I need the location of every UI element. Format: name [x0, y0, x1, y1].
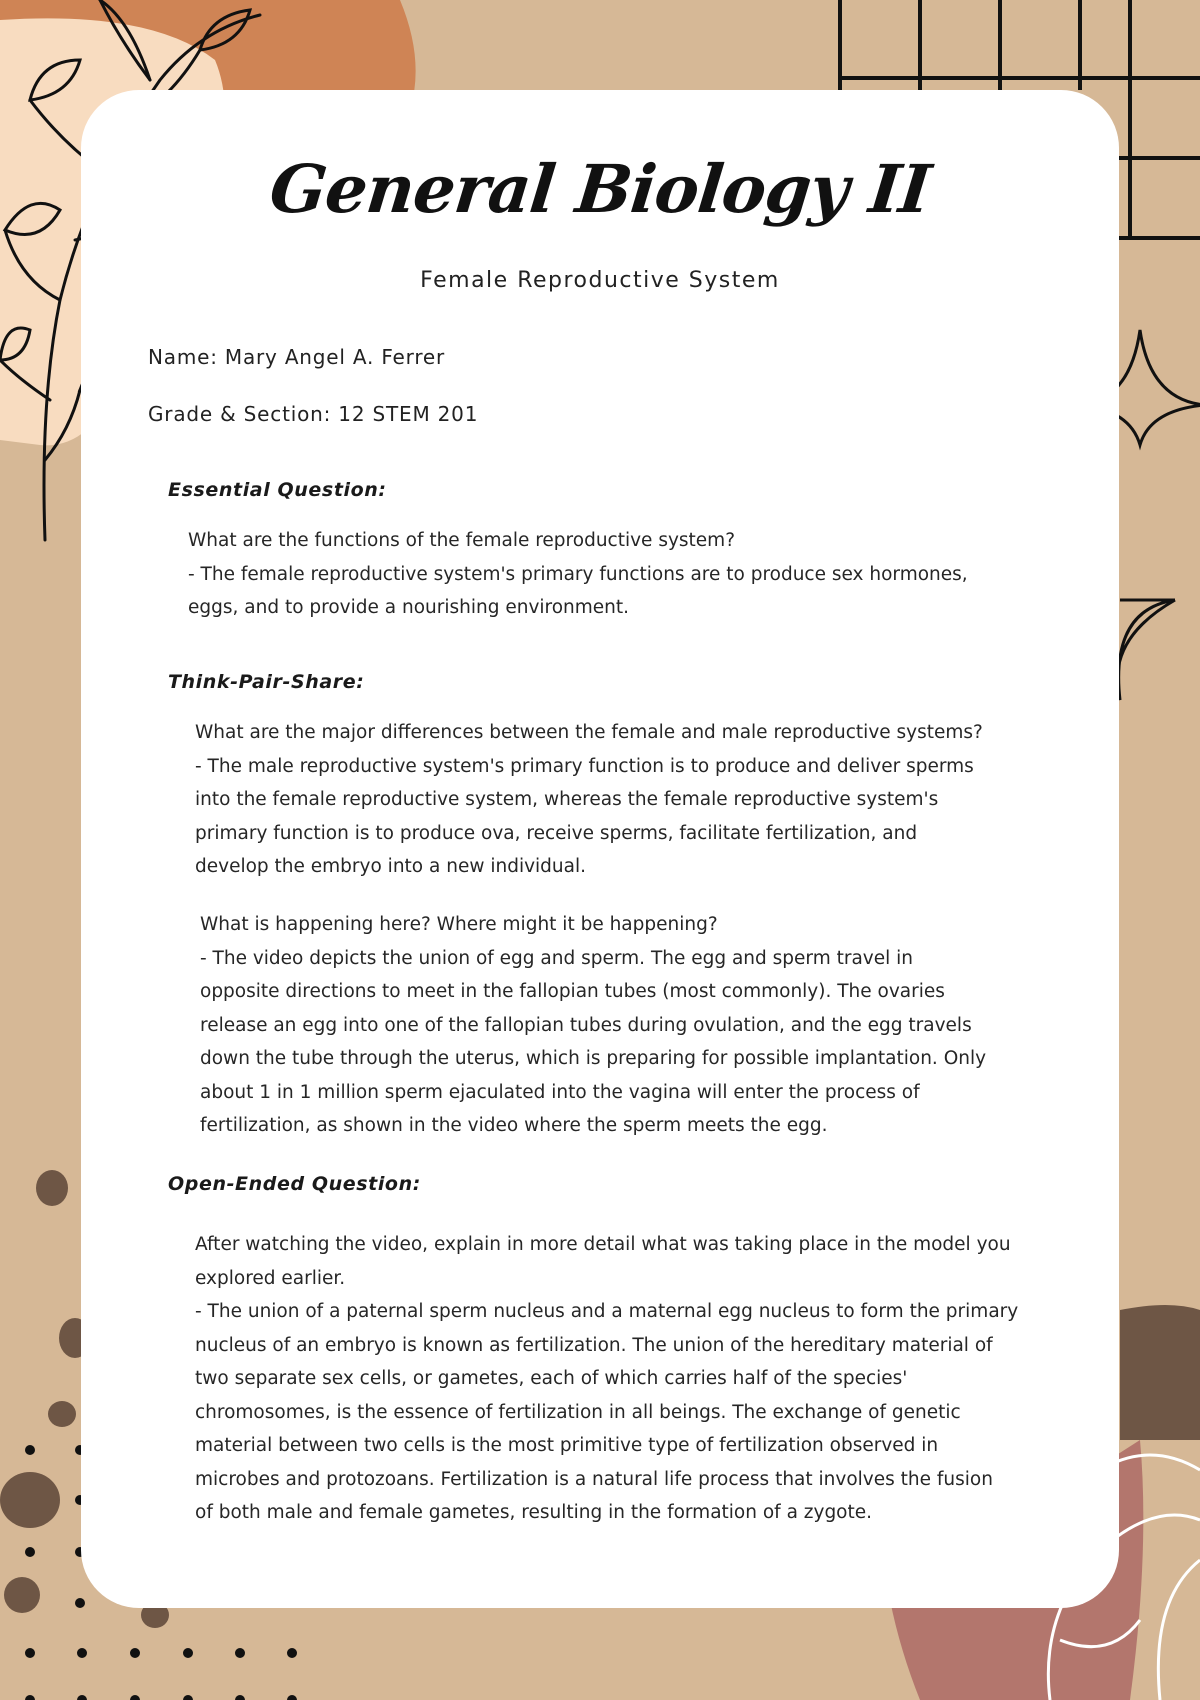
- open-ended-answer-line: of both male and female gametes, resulting in the formation of a zygote.: [195, 1502, 873, 1523]
- tps-answer-2-line: about 1 in 1 million sperm ejaculated into the vagina will enter the process of: [200, 1081, 920, 1103]
- grade-section: Grade & Section: 12 STEM 201: [148, 402, 479, 426]
- open-ended-question-line: After watching the video, explain in more detail what was taking place in the model you: [195, 1234, 1011, 1255]
- tps-answer-1-line: primary function is to produce ova, receive sperms, facilitate fertilization, and: [195, 822, 918, 844]
- student-name: Name: Mary Angel A. Ferrer: [148, 345, 446, 369]
- dark-brown-blob: [1120, 1305, 1200, 1440]
- think-pair-share-q2-block: [200, 908, 986, 1143]
- open-ended-answer-line: chromosomes, is the essence of fertilization in all beings. The exchange of genetic: [195, 1401, 961, 1423]
- tps-question-2: What is happening here? Where might it be happening?: [200, 914, 718, 935]
- think-pair-share-heading: Think-Pair-Share:: [168, 671, 365, 693]
- open-ended-answer-line: - The union of a paternal sperm nucleus and a maternal egg nucleus to form the primary: [195, 1301, 1019, 1322]
- essential-question-block: [188, 524, 968, 625]
- open-ended-question-line: explored earlier.: [195, 1267, 346, 1289]
- open-ended-heading: Open-Ended Question:: [168, 1173, 421, 1195]
- open-ended-answer-line: two separate sex cells, or gametes, each of which carries half of the species': [195, 1368, 908, 1389]
- tps-answer-1-line: - The male reproductive system's primary function is to produce and deliver sperms: [195, 755, 974, 777]
- open-ended-block: [195, 1228, 1018, 1530]
- tps-answer-2-line: down the tube through the uterus, which is preparing for possible implantation. Only: [200, 1048, 987, 1069]
- essential-answer-line: eggs, and to provide a nourishing environment.: [188, 597, 630, 618]
- tps-answer-2-line: release an egg into one of the fallopian tubes during ovulation, and the egg travels: [200, 1014, 972, 1036]
- page-subtitle: Female Reproductive System: [420, 268, 780, 293]
- essential-answer-line: - The female reproductive system's primary functions are to produce sex hormones,: [188, 563, 968, 585]
- open-ended-answer-line: material between two cells is the most primitive type of fertilization observed in: [195, 1435, 939, 1456]
- crescent-moon: [1117, 600, 1175, 700]
- essential-question-text: What are the functions of the female reproductive system?: [188, 530, 736, 551]
- page-title: General Biology II: [266, 150, 934, 228]
- tps-answer-1-line: into the female reproductive system, whereas the female reproductive system's: [195, 789, 939, 810]
- tps-question-1: What are the major differences between the female and male reproductive systems?: [195, 722, 983, 743]
- think-pair-share-q1-block: [195, 716, 983, 884]
- essential-question-heading: Essential Question:: [168, 479, 387, 501]
- tps-answer-2-line: fertilization, as shown in the video where the sperm meets the egg.: [200, 1115, 828, 1136]
- open-ended-answer-line: nucleus of an embryo is known as fertilization. The union of the hereditary material of: [195, 1334, 993, 1356]
- tps-answer-1-line: develop the embryo into a new individual.: [195, 856, 586, 877]
- open-ended-answer-line: microbes and protozoans. Fertilization is a natural life process that involves the fusion: [195, 1468, 993, 1490]
- tps-answer-2-line: - The video depicts the union of egg and sperm. The egg and sperm travel in: [200, 947, 914, 969]
- tps-answer-2-line: opposite directions to meet in the fallopian tubes (most commonly). The ovaries: [200, 981, 945, 1002]
